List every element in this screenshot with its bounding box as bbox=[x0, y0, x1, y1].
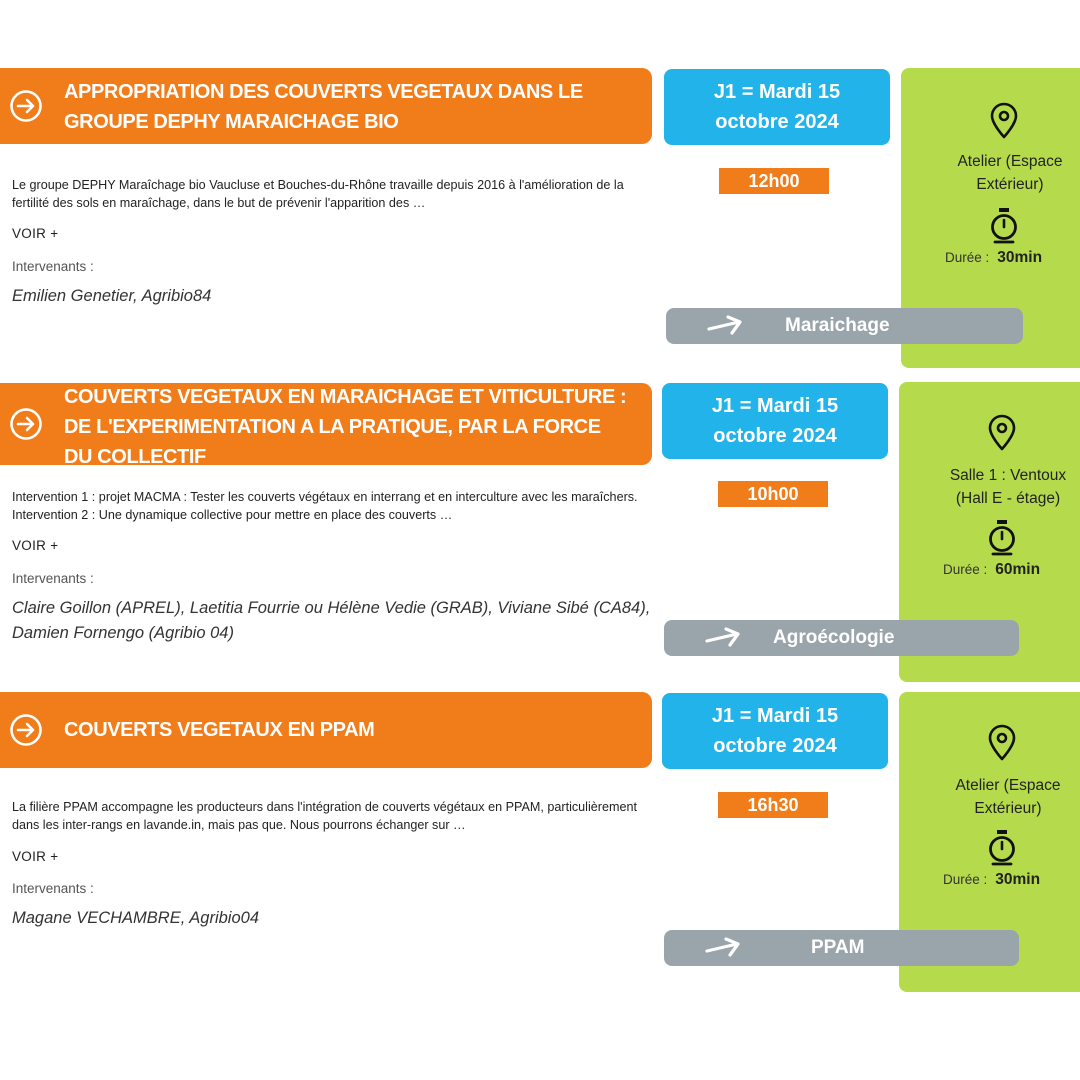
theme-label: PPAM bbox=[811, 937, 865, 958]
duration-value: 60min bbox=[995, 561, 1041, 578]
duration-text bbox=[943, 871, 1040, 889]
date-line-2: octobre 2024 bbox=[713, 735, 837, 757]
date-line-2: octobre 2024 bbox=[715, 111, 839, 133]
date-line-1: J1 = Mardi 15 bbox=[711, 705, 839, 727]
theme-tag[interactable] bbox=[664, 930, 1019, 966]
session-title: APPROPRIATION DES COUVERTS VEGETAUX DANS LE GROUPE DEPHY MARAICHAGE BIO bbox=[64, 81, 583, 133]
duration-label: Durée : bbox=[943, 872, 988, 887]
time-badge: 12h00 bbox=[719, 168, 829, 194]
location-text: Atelier (Espace Extérieur) bbox=[955, 777, 1061, 817]
voir-plus-link[interactable]: VOIR + bbox=[12, 538, 59, 553]
speakers-text: Emilien Genetier, Agribio84 bbox=[12, 287, 212, 305]
date-line-2: octobre 2024 bbox=[713, 425, 837, 447]
duration-label: Durée : bbox=[945, 250, 990, 265]
session-description: La filière PPAM accompagne les producteurs dans l'intégration de couverts végétaux en PPAM, particulièrement dans les inter-rangs en lavande.in, mais pas que. Nous pourrons échanger sur … bbox=[12, 800, 637, 832]
theme-label: Agroécologie bbox=[773, 627, 895, 648]
date-line-1: J1 = Mardi 15 bbox=[711, 395, 839, 417]
voir-plus-link[interactable]: VOIR + bbox=[12, 226, 59, 241]
map-pin-icon bbox=[985, 724, 1019, 762]
arrow-right-icon bbox=[704, 936, 744, 960]
time-badge: 10h00 bbox=[718, 481, 828, 507]
speakers-text: Magane VECHAMBRE, Agribio04 bbox=[12, 909, 260, 927]
duration-value: 30min bbox=[997, 249, 1043, 266]
duration-label: Durée : bbox=[943, 562, 988, 577]
theme-label: Maraichage bbox=[785, 315, 890, 336]
date-line-1: J1 = Mardi 15 bbox=[713, 81, 841, 103]
circle-arrow-right-icon bbox=[9, 713, 43, 747]
intervenants-label: Intervenants : bbox=[12, 259, 94, 274]
duration-value: 30min bbox=[995, 871, 1041, 888]
location-text: Salle 1 : Ventoux (Hall E - étage) bbox=[949, 467, 1067, 507]
session-title-bar[interactable] bbox=[0, 692, 652, 768]
session-description: Intervention 1 : projet MACMA : Tester les couverts végétaux en interrang et en interculture avec les maraîchers. Intervention 2 : Une dynamique collective pour mettre en place des couverts … bbox=[12, 490, 638, 522]
intervenants-label: Intervenants : bbox=[12, 881, 94, 896]
intervenants-label: Intervenants : bbox=[12, 571, 94, 586]
session-description: Le groupe DEPHY Maraîchage bio Vaucluse et Bouches-du-Rhône travaille depuis 2016 à l'amélioration de la fertilité des sols en maraîchage, dans le but de prévenir l'apparition des … bbox=[12, 178, 624, 210]
speakers-text: Claire Goillon (APREL), Laetitia Fourrie ou Hélène Vedie (GRAB), Viviane Sibé (CA84), Damien Fornengo (Agribio 04) bbox=[12, 599, 651, 642]
session-title: COUVERTS VEGETAUX EN PPAM bbox=[64, 719, 375, 741]
stopwatch-icon bbox=[985, 828, 1019, 866]
date-box bbox=[662, 693, 888, 769]
time-badge: 16h30 bbox=[718, 792, 828, 818]
location-text: Atelier (Espace Extérieur) bbox=[957, 153, 1063, 193]
voir-plus-link[interactable]: VOIR + bbox=[12, 849, 59, 864]
session-title: COUVERTS VEGETAUX EN MARAICHAGE ET VITICULTURE : DE L'EXPERIMENTATION A LA PRATIQUE, PAR LA FORCE DU COLLECTIF bbox=[64, 386, 627, 468]
